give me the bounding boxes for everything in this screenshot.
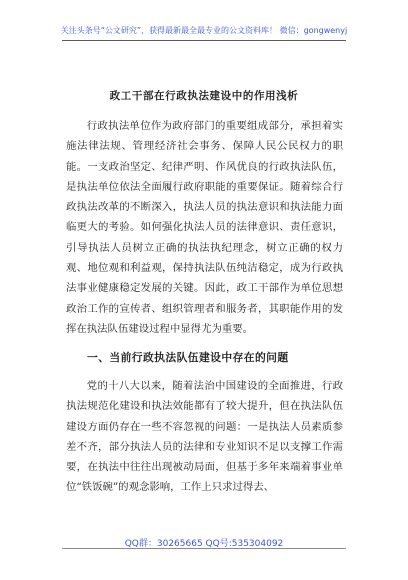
section-heading: 一、当前行政执法队伍建设中存在的问题 bbox=[87, 351, 289, 364]
page-header bbox=[0, 0, 408, 44]
header-promo-text: 关注头条号“公文研究”，获得最新最全最专业的公文资料库！ 微信：gongwenyj bbox=[60, 26, 348, 35]
section-paragraph: 党的十八大以来，随着法治中国建设的全面推进，行政执法规范化建设和执法效能都有了较大提升，但在执法队伍建设方面仍存在一些不容忽视的问题：一是执法人员素质参差不齐，部分执法人员的法律和专业知识不足以支撑工作需要，在执法中往往出现被动局面，但基于多年来端着事业单位“铁饭碗”的观念影响，工作上只求过得去、 bbox=[66, 380, 343, 494]
footer-divider bbox=[62, 548, 346, 549]
intro-paragraph: 行政执法单位作为政府部门的重要组成部分，承担着实施法律法规、管理经济社会事务、保障人民公民权力的职能。一支政治坚定、纪律严明、作风优良的行政执法队伍，是执法单位依法全面履行政府职能的重要保证。随着综合行政执法改革的不断深入，执法人员的执法意识和执法能力面临更大的考验。如何强化执法人员的法律意识、责任意识，引导执法人员树立正确的执法执纪理念，树立正确的权力观、地位观和利益观，保持执法队伍纯洁稳定，成为行政执法事业健康稳定发展的关键。因此，政工干部作为单位思想政治工作的宣传者、组织管理者和服务者，其职能作用的发挥在执法队伍建设过程中显得尤为重要。 bbox=[66, 120, 343, 335]
document-title: 政工干部在行政执法建设中的作用浅析 bbox=[109, 90, 299, 102]
page-footer: QQ群：30265665 QQ号:535304092 bbox=[124, 539, 284, 549]
header-divider bbox=[62, 40, 346, 41]
